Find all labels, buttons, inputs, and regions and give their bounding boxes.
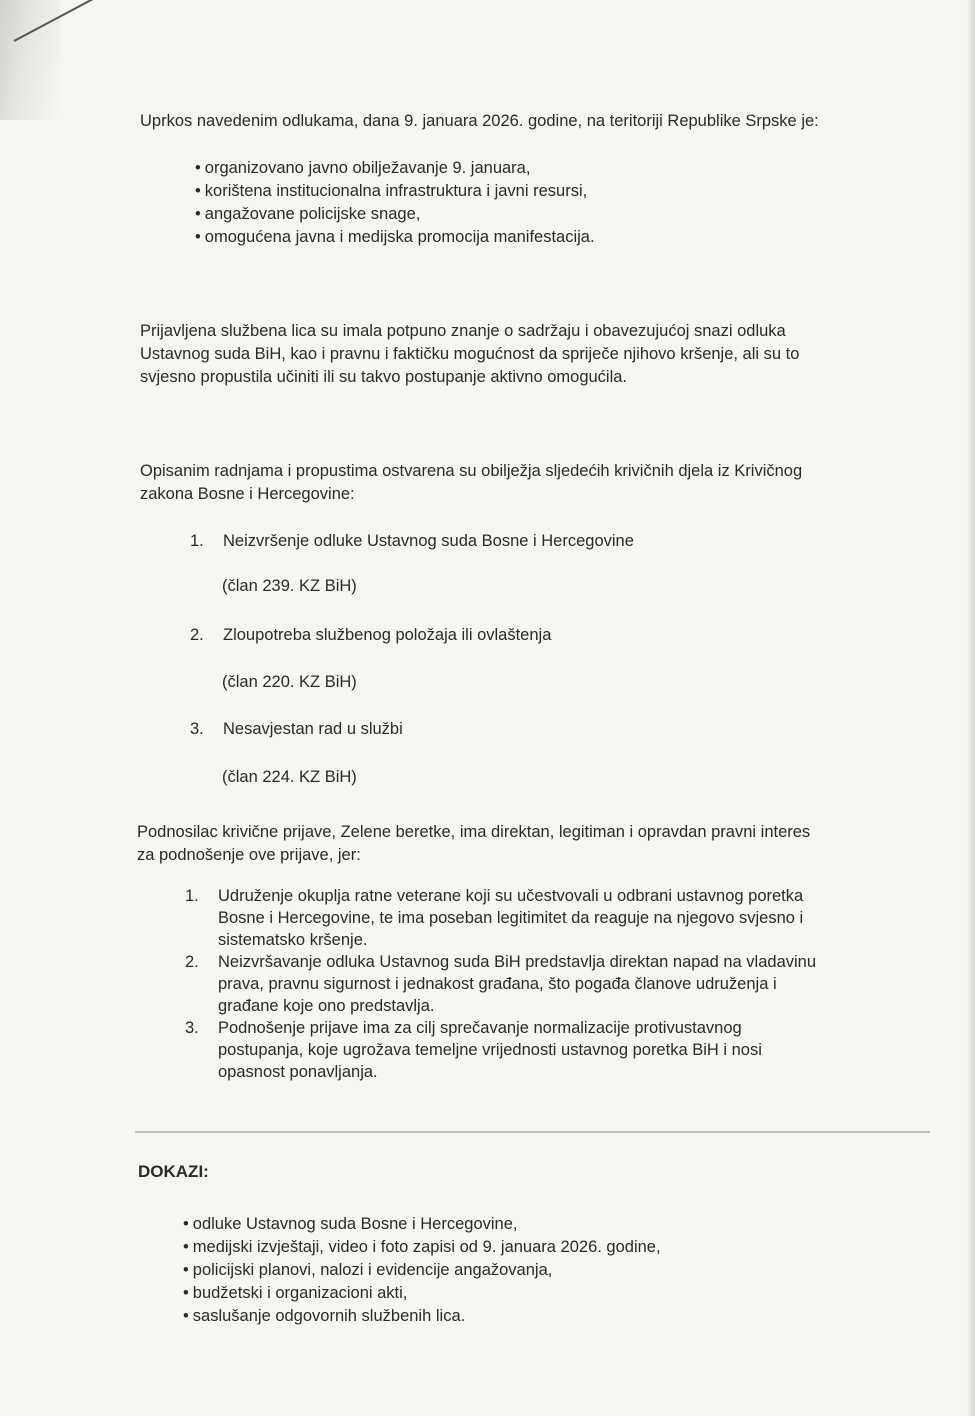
crime-number: 2. <box>190 626 204 644</box>
evidence-heading: DOKAZI: <box>138 1162 209 1181</box>
folded-corner-shadow <box>0 0 60 120</box>
list-item <box>185 1017 915 1083</box>
reason-number: 3. <box>185 1019 199 1037</box>
list-item <box>183 1259 661 1282</box>
list-item <box>195 180 595 203</box>
reason-line: prava, pravnu sigurnost i jednakost građana, što pogađa članove udruženja i <box>218 975 777 993</box>
list-item <box>185 885 915 951</box>
list-item <box>183 1236 661 1259</box>
intro-paragraph: Uprkos navedenim odlukama, dana 9. januara 2026. godine, na teritoriji Republike Srpske je: <box>140 112 819 130</box>
list-item <box>183 1213 661 1236</box>
list-item-text: odluke Ustavnog suda Bosne i Hercegovine, <box>192 1215 518 1233</box>
list-item <box>195 157 595 180</box>
section-divider <box>135 1131 930 1133</box>
list-item <box>185 951 915 1017</box>
list-item <box>183 1282 661 1305</box>
paragraph-line: za podnošenje ove prijave, jer: <box>137 846 361 864</box>
crime-reference: (član 220. KZ BiH) <box>222 673 357 691</box>
crime-reference: (član 224. KZ BiH) <box>222 768 357 786</box>
reasons-list <box>185 885 915 1083</box>
list-item <box>183 1305 661 1328</box>
knowledge-paragraph <box>140 320 930 389</box>
list-item-text: saslušanje odgovornih službenih lica. <box>192 1307 466 1325</box>
list-item-text: omogućena javna i medijska promocija manifestacija. <box>204 228 595 246</box>
crime-number: 1. <box>190 532 204 550</box>
list-item-text: angažovane policijske snage, <box>204 205 421 223</box>
crime-item <box>190 532 634 551</box>
list-item-text: medijski izvještaji, video i foto zapisi od 9. januara 2026. godine, <box>192 1238 661 1256</box>
actions-list <box>195 157 595 249</box>
crimes-intro-paragraph <box>140 460 930 506</box>
crime-title: Nesavjestan rad u službi <box>223 720 403 738</box>
paragraph-line: zakona Bosne i Hercegovine: <box>140 485 355 503</box>
crime-reference: (član 239. KZ BiH) <box>222 577 357 595</box>
paragraph-line: Prijavljena službena lica su imala potpuno znanje o sadržaju i obavezujućoj snazi odluka <box>140 322 786 340</box>
reason-line: postupanja, koje ugrožava temeljne vrijednosti ustavnog poretka BiH i nosi <box>218 1041 762 1059</box>
paragraph-line: Opisanim radnjama i propustima ostvarena su obilježja sljedećih krivičnih djela iz Krivičnog <box>140 462 803 480</box>
paragraph-line: svjesno propustila učiniti ili su takvo postupanje aktivno omogućila. <box>140 368 628 386</box>
list-item-text: korištena institucionalna infrastruktura i javni resursi, <box>204 182 588 200</box>
list-item-text: organizovano javno obilježavanje 9. januara, <box>204 159 531 177</box>
list-item-text: policijski planovi, nalozi i evidencije angažovanja, <box>192 1261 553 1279</box>
reason-line: Bosne i Hercegovine, te ima poseban legitimitet da reaguje na njegovo svjesno i <box>218 909 804 927</box>
reason-line: sistematsko kršenje. <box>218 931 368 949</box>
crime-title: Neizvršenje odluke Ustavnog suda Bosne i Hercegovine <box>223 532 634 550</box>
paragraph-line: Podnosilac krivične prijave, Zelene beretke, ima direktan, legitiman i opravdan pravni interes <box>137 823 811 841</box>
evidence-list <box>183 1213 661 1328</box>
reason-line: Podnošenje prijave ima za cilj sprečavanje normalizacije protivustavnog <box>218 1019 742 1037</box>
list-item <box>195 203 595 226</box>
reason-line: Neizvršavanje odluka Ustavnog suda BiH predstavlja direktan napad na vladavinu <box>218 953 817 971</box>
list-item-text: budžetski i organizacioni akti, <box>192 1284 408 1302</box>
crime-title: Zloupotreba službenog položaja ili ovlaštenja <box>223 626 552 644</box>
page-edge-shadow <box>967 0 975 1416</box>
paragraph-line: Ustavnog suda BiH, kao i pravnu i faktičku mogućnost da spriječe njihovo kršenje, ali su to <box>140 345 800 363</box>
crime-item <box>190 626 551 645</box>
reason-number: 1. <box>185 887 199 905</box>
reason-line: opasnost ponavljanja. <box>218 1063 378 1081</box>
reason-line: Udruženje okuplja ratne veterane koji su učestvovali u odbrani ustavnog poretka <box>218 887 804 905</box>
crime-item <box>190 720 403 739</box>
crime-number: 3. <box>190 720 204 738</box>
list-item <box>195 226 595 249</box>
reason-number: 2. <box>185 953 199 971</box>
reason-line: građane koje ono predstavlja. <box>218 997 435 1015</box>
interest-intro-paragraph <box>137 821 927 867</box>
